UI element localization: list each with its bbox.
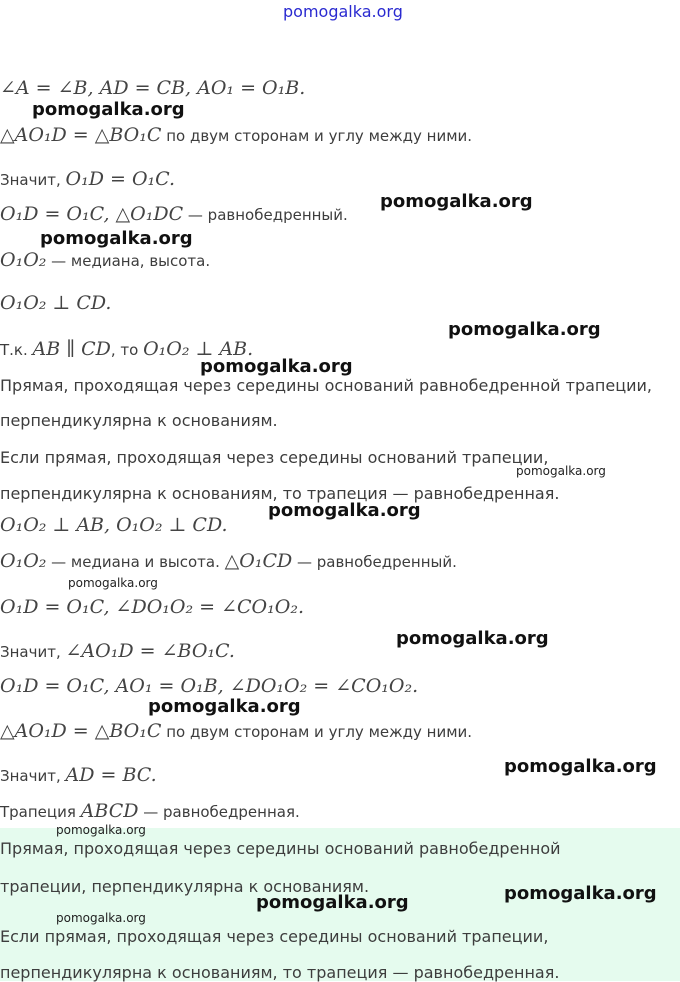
math-13a: O₁O₂ [0, 550, 47, 572]
watermark-12: pomogalka.org [56, 823, 146, 837]
watermark-1: pomogalka.org [32, 99, 185, 120]
line-6 [0, 292, 111, 314]
highlight-line-4: перпендикулярна к основаниям, то трапеция — равнобедренная. [0, 963, 560, 982]
watermark-5: pomogalka.org [200, 356, 353, 377]
watermark-14: pomogalka.org [256, 892, 409, 913]
watermark-15: pomogalka.org [56, 911, 146, 925]
highlight-line-3: Если прямая, проходящая через середины оснований трапеции, [0, 927, 549, 946]
line-12 [0, 514, 228, 536]
watermark-3: pomogalka.org [40, 228, 193, 249]
line-19 [0, 800, 300, 822]
text-2: по двум сторонам и углу между ними. [161, 127, 473, 145]
prefix-7: Т.к. [0, 341, 33, 359]
line-17 [0, 720, 472, 742]
line-11: перпендикулярна к основаниям, то трапеция — равнобедренная. [0, 484, 560, 503]
math-16: O₁D = O₁C, AO₁ = O₁B, ∠DO₁O₂ = ∠CO₁O₂. [0, 675, 419, 697]
text-17: по двум сторонам и углу между ними. [161, 723, 473, 741]
prefix-18: Значит, [0, 767, 66, 785]
watermark-top: pomogalka.org [283, 2, 403, 21]
text-13b: — равнобедренный. [292, 553, 457, 571]
line-1 [0, 77, 305, 99]
math-15: ∠AO₁D = ∠BO₁C. [65, 640, 235, 662]
line-4 [0, 203, 348, 225]
math-2: △AO₁D = △BO₁C [0, 124, 162, 146]
math-13b: △O₁CD [224, 550, 293, 572]
line-2 [0, 124, 472, 146]
text-4: — равнобедренный. [183, 206, 348, 224]
text-19: — равнобедренная. [138, 803, 300, 821]
prefix-3: Значит, [0, 171, 66, 189]
watermark-9: pomogalka.org [396, 628, 549, 649]
line-8: Прямая, проходящая через середины оснований равнобедренной трапеции, [0, 376, 652, 395]
math-5: O₁O₂ [0, 249, 47, 271]
line-3 [0, 168, 175, 190]
highlight-line-1: Прямая, проходящая через середины оснований равнобедренной [0, 839, 561, 858]
math-17: △AO₁D = △BO₁C [0, 720, 162, 742]
text-13a: — медиана и высота. [46, 553, 225, 571]
line-18 [0, 764, 157, 786]
watermark-11: pomogalka.org [504, 756, 657, 777]
prefix-19: Трапеция [0, 803, 81, 821]
watermark-2: pomogalka.org [380, 191, 533, 212]
math-19: ABCD [80, 800, 139, 822]
line-10: Если прямая, проходящая через середины оснований трапеции, [0, 448, 549, 467]
math-7b: O₁O₂ ⊥ AB. [143, 338, 254, 360]
math-7a: AB ∥ CD [32, 338, 111, 360]
watermark-7: pomogalka.org [268, 500, 421, 521]
watermark-6: pomogalka.org [516, 464, 606, 478]
line-5 [0, 249, 210, 271]
prefix-15: Значит, [0, 643, 66, 661]
text-5: — медиана, высота. [46, 252, 211, 270]
line-13 [0, 550, 457, 572]
math-1: ∠A = ∠B, AD = CB, AO₁ = O₁B. [0, 77, 306, 99]
math-3: O₁D = O₁C. [65, 168, 176, 190]
math-18: AD = BC. [65, 764, 157, 786]
line-14 [0, 596, 304, 618]
watermark-8: pomogalka.org [68, 576, 158, 590]
math-6: O₁O₂ ⊥ CD. [0, 292, 112, 314]
watermark-4: pomogalka.org [448, 319, 601, 340]
highlight-line-2: трапеции, перпендикулярна к основаниям. [0, 877, 370, 896]
math-12: O₁O₂ ⊥ AB, O₁O₂ ⊥ CD. [0, 514, 228, 536]
line-15 [0, 640, 235, 662]
mid-7: , то [110, 341, 144, 359]
watermark-10: pomogalka.org [148, 696, 301, 717]
math-4: O₁D = O₁C, △O₁DC [0, 203, 184, 225]
watermark-13: pomogalka.org [504, 883, 657, 904]
math-14: O₁D = O₁C, ∠DO₁O₂ = ∠CO₁O₂. [0, 596, 304, 618]
line-16 [0, 675, 418, 697]
line-9: перпендикулярна к основаниям. [0, 411, 278, 430]
